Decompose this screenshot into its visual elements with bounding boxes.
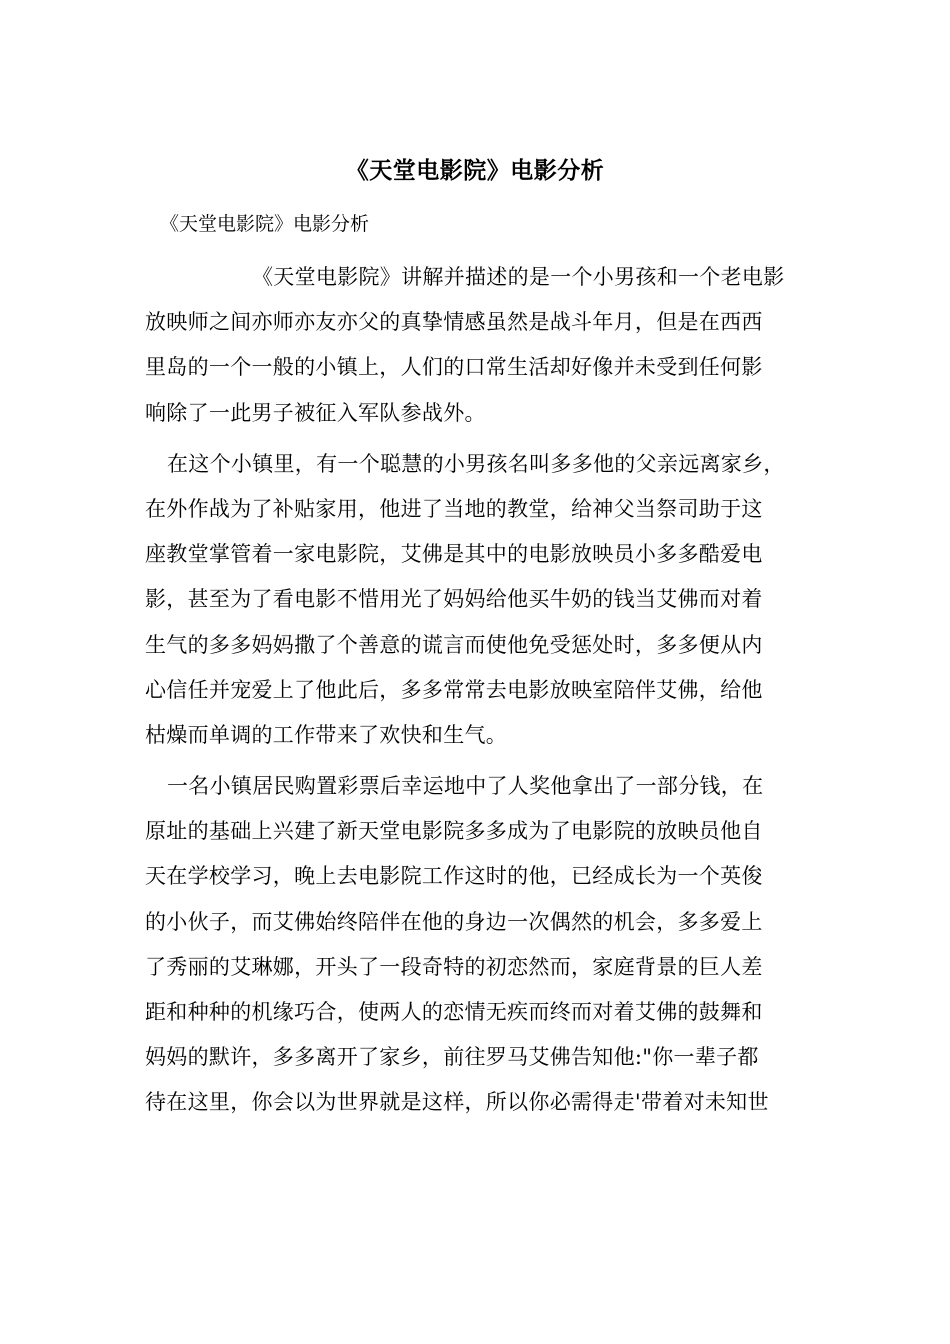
text-line: 距和种种的机缘巧合，使两人的恋情无疾而终而对着艾佛的鼓舞和: [145, 1000, 763, 1024]
text-line: 座教堂掌管着一家电影院，艾佛是其中的电影放映员小多多酷爱电: [145, 542, 763, 567]
text-line: 响除了一此男子被征入军队参战外。: [145, 400, 486, 425]
text-line: 《天堂电影院》讲解并描述的是一个小男孩和一个老电影: [252, 265, 785, 289]
text-line: 的小伙子，而艾佛始终陪伴在他的身边一次偶然的机会，多多爱上: [145, 909, 763, 934]
text-line: 在这个小镇里，有一个聪慧的小男孩名叫多多他的父亲远离家乡，: [167, 451, 785, 476]
text-line: 原址的基础上兴建了新天堂电影院多多成为了电影院的放映员他自: [145, 819, 763, 844]
document-title: 《天堂电影院》电影分析: [345, 158, 605, 184]
text-line: 天在学校学习，晚上去电影院工作这时的他，已经成长为一个英俊: [145, 864, 763, 889]
text-line: 枯燥而单调的工作带来了欢快和生气。: [145, 722, 508, 747]
text-line: 里岛的一个一般的小镇上，人们的口常生活却好像并未受到任何影: [145, 355, 763, 380]
text-line: 了秀丽的艾琳娜，开头了一段奇特的初恋然而，家庭背景的巨人差: [145, 954, 763, 979]
text-line: 生气的多多妈妈撒了个善意的谎言而使他免受惩处时，多多便从内: [145, 632, 763, 657]
text-line: 放映师之间亦师亦友亦父的真挚情感虽然是战斗年月，但是在西西: [145, 310, 763, 335]
text-line: 影，甚至为了看电影不惜用光了妈妈给他买牛奶的钱当艾佛而对着: [145, 587, 763, 612]
text-line: 在外作战为了补贴家用，他进了当地的教堂，给神父当祭司助于这: [145, 496, 763, 521]
text-line: 一名小镇居民购置彩票后幸运地中了人奖他拿出了一部分钱，在: [167, 774, 764, 799]
text-line: 待在这里，你会以为世界就是这样，所以你必需得走'带着对未知世: [145, 1090, 769, 1115]
paragraph: [145, 764, 810, 1126]
document-subtitle: 《天堂电影院》电影分析: [160, 213, 370, 235]
text-line: 心信任并宠爱上了他此后，多多常常去电影放映室陪伴艾佛，给他: [145, 677, 763, 702]
paragraph: [145, 255, 810, 436]
paragraph: [145, 442, 810, 758]
text-line: 妈妈的默许，多多离开了家乡，前往罗马艾佛告知他:"你一辈子都: [145, 1045, 759, 1070]
document-body: [145, 255, 810, 1126]
